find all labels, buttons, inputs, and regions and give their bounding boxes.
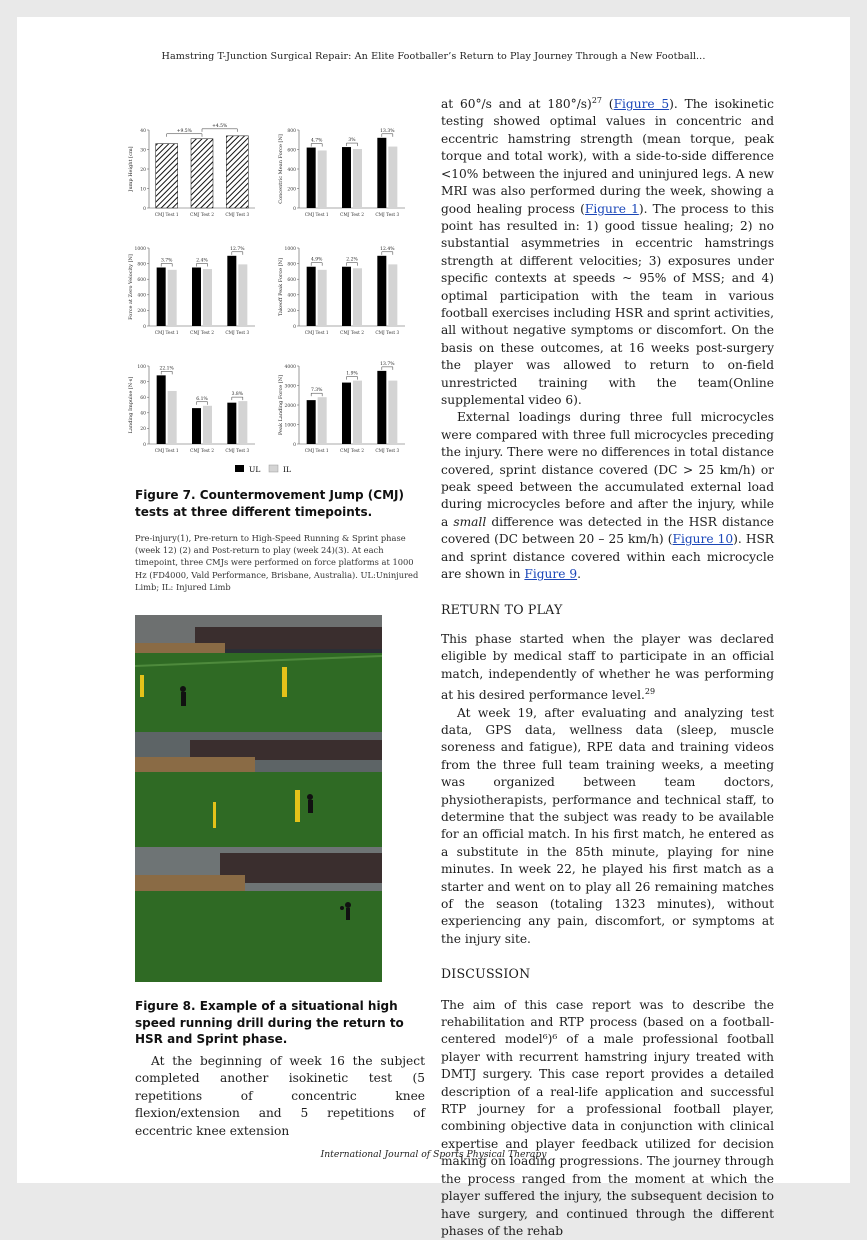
figure7-charts: [115, 112, 415, 482]
bar: [226, 136, 248, 208]
figure8-title: Figure 8. Example of a situational high speed running drill during the return to HSR and Sprint phase.: [135, 999, 404, 1046]
y-axis-label: Peak Landing Force [N]: [278, 374, 284, 436]
y-tick-label: 60: [140, 396, 146, 401]
y-tick-label: 0: [293, 442, 296, 448]
y-tick-label: 100: [137, 364, 146, 370]
bar-il: [318, 270, 327, 326]
text: This phase started when the player was declared eligible by medical staff to participate in an official match, independently of whether he was performing at his desired performance level.: [441, 631, 774, 703]
legend-ul-swatch: [235, 465, 244, 472]
y-tick-label: 0: [293, 206, 296, 212]
legend-ul-label: UL: [249, 465, 261, 474]
bracket: [232, 397, 243, 400]
figure7-caption-body: Pre-injury(1), Pre-return to High-Speed Running & Sprint phase (week 12) (2) and Post-return to play (week 24)(3). At each timepoint, three CMJs were performed on force platforms at 1000 Hz (FD4000, Vald Performance, Brisbane, Australia). UL:Uninjured Limb; IL: Injured Limb: [135, 533, 419, 592]
running-head: Hamstring T-Junction Surgical Repair: An Elite Footballer’s Return to Play Journey Through a New Football...: [161, 51, 706, 62]
y-tick-label: 600: [137, 278, 146, 283]
x-tick-label: CMJ Test 1: [304, 213, 329, 218]
x-tick-label: CMJ Test 3: [225, 449, 250, 454]
paragraph-rtp-definition: [441, 631, 774, 705]
bar-ul: [377, 371, 386, 444]
y-tick-label: 600: [287, 148, 296, 154]
y-axis-label: Force at Zero Velocity [N]: [128, 254, 134, 320]
y-tick-label: 3000: [284, 384, 296, 390]
x-tick-label: CMJ Test 1: [154, 331, 179, 336]
annotation-label: 2.2%: [346, 257, 358, 263]
text: at 60°/s and at 180°/s): [441, 97, 592, 112]
bar-il: [388, 147, 397, 208]
y-tick-label: 20: [140, 427, 146, 433]
bar: [156, 144, 178, 208]
bar-ul: [157, 375, 166, 444]
annotation-label: 7.3%: [310, 388, 323, 394]
chart-panel: [278, 246, 405, 336]
y-tick-label: 200: [137, 309, 146, 315]
text: difference was detected in the HSR distance covered (DC between 20 – 25 km/h) (: [441, 514, 775, 547]
x-tick-label: CMJ Test 1: [154, 213, 179, 218]
annotation-label: 4.7%: [310, 138, 323, 144]
x-tick-label: CMJ Test 2: [190, 213, 214, 218]
bar-ul: [377, 138, 386, 208]
bar-ul: [377, 256, 386, 326]
bar-il: [238, 401, 247, 444]
chart-panel: [278, 361, 405, 454]
bracket: [382, 252, 393, 255]
chart-panel: [128, 364, 255, 454]
bracket: [197, 264, 208, 267]
bracket: [382, 134, 393, 137]
y-tick-label: 0: [143, 324, 146, 330]
bar-il: [318, 150, 327, 208]
bar-il: [318, 397, 327, 444]
bracket: [347, 143, 358, 146]
left-column-text: [135, 1053, 425, 1140]
bracket: [382, 367, 393, 370]
x-tick-label: CMJ Test 3: [375, 213, 400, 218]
y-tick-label: 200: [287, 187, 296, 193]
y-axis-label: Landing Impulse [N·s]: [128, 376, 134, 434]
emphasis: small: [453, 514, 487, 529]
legend: [235, 465, 291, 474]
bar-il: [353, 381, 362, 444]
text: ). HSR and sprint distance covered within each microcycle are shown in: [441, 532, 774, 582]
citation: 27: [591, 96, 603, 105]
figure5-link[interactable]: Figure 5: [613, 97, 670, 112]
x-tick-label: CMJ Test 2: [190, 331, 214, 336]
bracket: [202, 129, 237, 132]
y-tick-label: 30: [140, 148, 146, 154]
annotation-label: 4.9%: [310, 257, 323, 263]
x-tick-label: CMJ Test 2: [190, 449, 214, 454]
x-tick-label: CMJ Test 1: [304, 449, 329, 454]
bar-ul: [192, 268, 201, 327]
bracket: [311, 144, 322, 147]
figure7-caption: [135, 487, 425, 593]
figure10-link[interactable]: Figure 10: [672, 532, 734, 547]
annotation-label: 22.1%: [159, 366, 174, 372]
annotation-label: +4.5%: [212, 123, 228, 129]
left-paragraph-1: At the beginning of week 16 the subject completed another isokinetic test (5 repetitions of concentric knee flexion/extension and 5 repetitions of eccentric knee extension: [135, 1054, 425, 1138]
bar-il: [388, 264, 397, 326]
bar-ul: [342, 383, 351, 444]
heading-return-to-play: RETURN TO PLAY: [441, 602, 563, 618]
bar-ul: [342, 147, 351, 208]
y-tick-label: 40: [140, 128, 146, 134]
annotation-label: +9.5%: [176, 128, 192, 134]
y-tick-label: 800: [287, 128, 296, 134]
y-tick-label: 4000: [284, 364, 296, 370]
y-tick-label: 1000: [134, 246, 146, 252]
annotation-label: 13.7%: [380, 361, 395, 367]
bar-ul: [342, 267, 351, 326]
bar-il: [168, 391, 177, 444]
annotation-label: 3%: [348, 138, 356, 144]
drill-photo-3: [135, 847, 382, 982]
x-tick-label: CMJ Test 3: [375, 331, 400, 336]
chart-panel: [128, 123, 255, 218]
figure8-caption: [135, 998, 425, 1048]
figure9-link[interactable]: Figure 9: [524, 567, 578, 582]
document-page: [17, 17, 850, 1238]
annotation-label: 1.9%: [346, 371, 358, 377]
annotation-label: 12.7%: [230, 246, 245, 252]
annotation-label: 2.4%: [196, 258, 208, 264]
paragraph-week19: At week 19, after evaluating and analyzing test data, GPS data, wellness data (sleep, muscle soreness and fatigue), RPE data and training videos from the three full team training weeks, a meeting was organized between team doctors, physiotherapists, performance and technical staff, to determine that the subject was ready to be available for an official match. In his first match, he entered as a substitute in the 85th minute, playing for nine minutes. In week 22, he played his first match as a starter and went on to play all 26 remaining matches of the season (totaling 1323 minutes), without experiencing any pain, discomfort, or symptoms at the injury site.: [441, 705, 774, 946]
x-tick-label: CMJ Test 1: [154, 449, 179, 454]
legend-il-label: IL: [283, 465, 291, 474]
y-tick-label: 20: [140, 167, 146, 173]
legend-il-swatch: [269, 465, 278, 472]
x-tick-label: CMJ Test 3: [375, 449, 400, 454]
bracket: [347, 263, 358, 266]
x-tick-label: CMJ Test 3: [225, 213, 250, 218]
text: External loadings during three full microcycles were compared with three full microcycles preceding the injury. There were no differences in total distance covered, sprint distance covered (DC > 25 km/h) or peak speed between the accumulated external load during microcycles before and after the injury, while a: [441, 410, 774, 529]
text: ). The process to this point has resulted in: 1) good tissue healing; 2) no substantial asymmetries in eccentric hamstrings strength at different velocities; 3) exposures under specific contexts at speeds ~ 95% of MSS; and 4) optimal participation with the team in various football exercises including HSR and sprint activities, all without negative symptoms or discomfort. On the basis on these outcomes, at 16 weeks post-surgery the player was allowed to return to on-field unrestricted training with the team(Online supplemental video 6).: [441, 201, 775, 407]
figure8-photo-strip: [135, 615, 382, 982]
y-axis-label: Takeoff Peak Force [N]: [278, 258, 284, 316]
bracket: [161, 264, 172, 267]
bar-il: [203, 269, 212, 326]
right-column-text: [441, 92, 774, 1240]
y-tick-label: 1000: [284, 423, 296, 429]
y-axis-label: Jump Height [cm]: [128, 146, 134, 192]
y-tick-label: 0: [143, 442, 146, 448]
y-tick-label: 40: [140, 411, 146, 417]
citation: 29: [644, 687, 656, 697]
y-tick-label: 0: [293, 324, 296, 330]
x-tick-label: CMJ Test 1: [304, 331, 329, 336]
heading-discussion: DISCUSSION: [441, 966, 531, 982]
bar: [191, 139, 213, 208]
bar-il: [203, 406, 212, 444]
x-tick-label: CMJ Test 2: [340, 213, 364, 218]
y-tick-label: 0: [143, 206, 146, 212]
bar-ul: [307, 267, 316, 326]
annotation-label: 3.8%: [231, 392, 244, 398]
bracket: [161, 371, 172, 374]
bar-il: [238, 264, 247, 326]
x-tick-label: CMJ Test 3: [225, 331, 250, 336]
text: (: [602, 97, 614, 112]
bar-ul: [227, 403, 236, 444]
figure1-link[interactable]: Figure 1: [584, 201, 639, 216]
text: ). The isokinetic testing showed optimal values in concentric and eccentric hamstring strength (mean torque, peak torque and total work), with a side-to-side difference <10% between the injured and uninjured legs. A new MRI was also performed during the week, showing a good healing process (: [441, 97, 774, 216]
annotation-label: 12.4%: [380, 246, 395, 252]
journal-footer: International Journal of Sports Physical Therapy: [320, 1149, 547, 1160]
y-tick-label: 400: [287, 293, 296, 299]
paragraph-discussion: The aim of this case report was to describe the rehabilitation and RTP process (based on a football-centered model⁶)⁶ of a male professional football player with recurrent hamstring injury treated with DMTJ surgery. This case report provides a detailed description of a real-life application and successful RTP journey for a professional football player, combining objective data in conjunction with clinical expertise and player feedback utilized for decision making on loading progressions. The journey through the process ranged from the moment at which the player suffered the injury, the subsequent decision to have surgery, and continued through the different phases of the rehab: [441, 997, 774, 1238]
figure8-photos: [135, 615, 382, 982]
bar-ul: [307, 400, 316, 444]
drill-photo-2: [135, 732, 382, 847]
y-tick-label: 2000: [284, 403, 296, 409]
paragraph-isokinetic: [441, 92, 774, 409]
text: .: [577, 567, 581, 582]
y-tick-label: 800: [137, 262, 146, 268]
bar-il: [353, 149, 362, 208]
drill-photo-1: [135, 615, 382, 732]
y-tick-label: 400: [287, 167, 296, 173]
y-axis-label: Concentric Mean Force [N]: [278, 134, 284, 204]
y-tick-label: 200: [287, 309, 296, 315]
bracket: [311, 263, 322, 266]
y-tick-label: 600: [287, 278, 296, 283]
bar-ul: [192, 408, 201, 444]
chart-panel: [128, 246, 255, 336]
x-tick-label: CMJ Test 2: [340, 331, 364, 336]
bar-ul: [157, 268, 166, 327]
bar-il: [168, 270, 177, 326]
annotation-label: 6.1%: [196, 396, 208, 402]
y-tick-label: 80: [140, 380, 146, 386]
y-tick-label: 800: [287, 262, 296, 268]
bar-il: [353, 268, 362, 326]
y-tick-label: 400: [137, 293, 146, 299]
bar-ul: [227, 256, 236, 326]
bar-il: [388, 381, 397, 444]
bracket: [167, 134, 202, 137]
bracket: [232, 252, 243, 255]
paragraph-external-loadings: [441, 409, 774, 583]
annotation-label: 13.3%: [380, 128, 395, 134]
y-tick-label: 10: [140, 187, 146, 193]
chart-panel: [278, 128, 405, 218]
annotation-label: 3.7%: [160, 258, 173, 264]
bracket: [347, 377, 358, 380]
bracket: [311, 393, 322, 396]
bracket: [197, 402, 208, 405]
figure7-title: Figure 7. Countermovement Jump (CMJ) tests at three different timepoints.: [135, 488, 404, 519]
bar-ul: [307, 148, 316, 208]
x-tick-label: CMJ Test 2: [340, 449, 364, 454]
y-tick-label: 1000: [284, 246, 296, 252]
